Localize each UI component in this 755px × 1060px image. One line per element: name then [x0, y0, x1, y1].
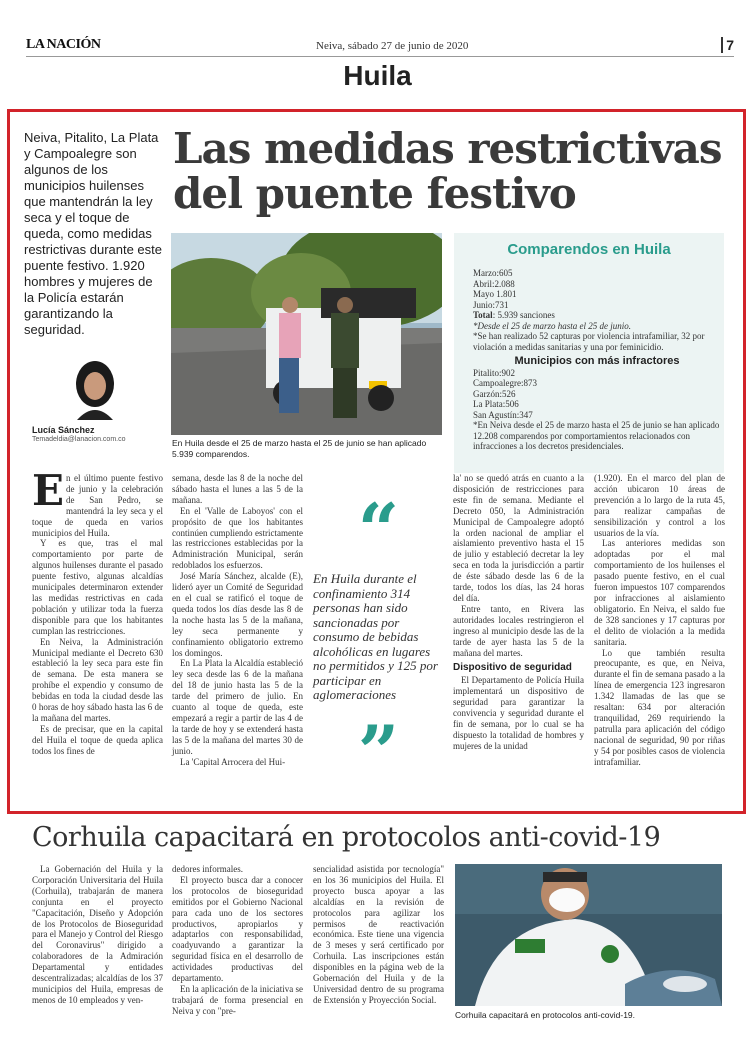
sidebar-body: [473, 268, 721, 452]
town-line: Campoalegre:873: [473, 378, 537, 388]
stat-total: Total: 5.939 sanciones: [473, 310, 555, 320]
open-quote-icon: “: [357, 487, 400, 572]
paragraph: la' no se quedó atrás en cuanto a la disposición de restricciones para este fin de semana. Mediante el Decreto 050, la Administración Municipal de Campoalegre adoptó la orden nacional de ampliar el aislamiento preventivo hasta el 15 de julio y estableció decretar la ley seca en toda la jurisdicción a partir de éste sábado desde las 6 de la tarde, todos los días, las 24 horas del día.: [453, 473, 584, 603]
paragraph: Lo que también resulta preocupante, es que, en Neiva, durante el fin de semana pasado a la línea de emergencia 123 ingresaron 1.342 llamadas de las que se resaltan: 634 por alteración tranquilidad, 269 requiriendo la patrulla para aplicación del código nacional de seguridad, 90 por riñas y 54 por posibles casos de violencia intrafamiliar.: [594, 647, 725, 767]
paragraph: En la aplicación de la iniciativa se trabajará de forma presencial en Neiva y con "pre-: [172, 983, 303, 1016]
issue-date: Neiva, sábado 27 de junio de 2020: [316, 40, 469, 52]
sidebar-title: Comparendos en Huila: [507, 241, 671, 258]
sidebar-subtitle: Municipios con más infractores: [514, 355, 680, 367]
paragraph: sencialidad asistida por tecnología" en los 36 municipios del Huila. El proyecto busca apoyar a las alcaldías en la revisión de protocolos para agilizar los permisos de reactivación económica. Este tiene una vigencia de 3 meses y será certificado por Corhuila. Las inscripciones están disponibles en la página web de la Gobernación del Huila y de la Universidad dentro de su programa de Extensión y Proyección Social.: [313, 864, 444, 1005]
paragraph: Entre tanto, en Rivera las autoridades locales restringieron el ingreso al municipio desde las de la tarde de ayer hasta las 5 de la mañana del martes.: [453, 603, 584, 658]
masthead: [26, 37, 734, 57]
paragraph: En La Plata la Alcaldía estableció ley seca desde las 6 de la mañana del 18 de junio hasta las 5 de la tarde del primero de julio. En cuanto al toque de queda, este empezará a regir a partir de las 4 de la tarde de hoy y se extenderá hasta las 5 de la mañana del martes 30 de junio.: [172, 658, 303, 756]
paragraph: La 'Capital Arrocera del Hui-: [180, 756, 286, 767]
headline: Las medidas restrictivas del puente festivo: [173, 124, 722, 218]
paragraph: (1.920). En el marco del plan de acción ubicaron 10 áreas de prevención a lo largo de la ruta 45, para realizar campañas de sensibilización y control a los usuarios de la vía.: [594, 473, 725, 538]
paragraph: Es de precisar, que en la capital del Huila el toque de queda aplica todos los fines de: [32, 723, 163, 756]
paragraph: José María Sánchez, alcalde (E), lideró ayer un Comité de Seguridad en el cual se ratificó el toque de queda todos los días desde las 8 de la noche hasta las 5 de la mañana, ley seca permanente y confinamiento obligatorio extremo los domingos.: [172, 571, 303, 658]
author-name: Lucía Sánchez: [32, 425, 95, 435]
pull-quote-text: En Huila durante el confinamiento 314 personas han sido sancionadas por consumo de bebidas alcohólicas en lugares no permitidos y 125 por participar en aglomeraciones: [313, 571, 438, 702]
article-column-2: [172, 473, 303, 767]
town-line: La Plata:506: [473, 399, 519, 409]
paragraph: dedores informales.: [172, 864, 243, 874]
stats-sidebar: [454, 233, 724, 473]
police-checkpoint-photo: [171, 233, 442, 435]
stat-note: *Desde el 25 de marzo hasta el 25 de junio.: [473, 320, 631, 331]
paragraph: En el 'Valle de Laboyos' con el propósito de que los habitantes continúen cumpliendo estrictamente las restricciones establecidas por la Administración Municipal, serán redoblados los esfuerzos.: [172, 505, 303, 571]
article-column-3: [453, 473, 584, 752]
stat-line: Abril:2.088: [473, 278, 515, 289]
second-headline: Corhuila capacitará en protocolos anti-covid-19: [32, 822, 661, 853]
town-line: Garzón:526: [473, 388, 516, 399]
paragraph: En Neiva, la Administración Municipal mediante el Decreto 630 estableció la ley seca para este fin de semana. De esta manera se prohíbe el expendio y consumo de bebidas en toda la ciudad desde las 0 horas de hoy sábado hasta las 6 de la mañana del martes.: [32, 636, 163, 723]
town-line: Pitalito:902: [473, 367, 516, 378]
author-photo: [73, 360, 117, 420]
newspaper-logo: LA NACIÓN: [26, 37, 101, 52]
stat-line: Marzo:605: [473, 268, 513, 278]
stat-note: *En Neiva desde el 25 de marzo hasta el 25 de junio se han aplicado 12.208 comparendos por comportamientos relacionados con infracciones a los decretos presidenciales.: [473, 420, 720, 451]
photo-caption: Corhuila capacitará en protocolos anti-covid-19.: [455, 1010, 636, 1020]
paragraph: El proyecto busca dar a conocer los protocolos de bioseguridad emitidos por el Gobierno Nacional para cada uno de los sectores productivos, apropiarlos y adaptarlos con responsabilidad, coadyuvando a garantizar la seguridad física en el desarrollo de actividades productivas del departamento.: [172, 874, 303, 984]
page-number: 7: [721, 37, 734, 53]
article-column-1: En el último puente festivo de junio y la celebración de San Pedro, se mantendrá la ley seca y el toque de queda en varios municipios del Huila. Y es que, tras el mal comportamiento por parte de algunos huilenses durante el pasado puente festivo, algunas alcaldías municipales determinaron extender las medidas restrictivas en cada población y utilizar toda la fuerza disponible para que los habitantes cumplan las restricciones. En Neiva, la Administración Municipal mediante el Decreto 630 estableció la ley seca para este fin de semana. De esta manera se prohíbe el expendio y consumo de bebidas en toda la ciudad desde las 0 horas de hoy sábado hasta las 6 de la mañana del martes. Es de precisar, que en la capital del Huila el toque de queda aplica todos los fines de: [32, 466, 163, 756]
paragraph: El Departamento de Policía Huila implementará un dispositivo de seguridad para garantizar la convivencia y seguridad durante el fin de semana, por lo cual se ha dispuesto la totalidad de hombres y mujeres de la unidad: [453, 675, 584, 751]
paragraph: Y es que, tras el mal comportamiento por parte de algunos huilenses durante el pasado puente festivo, algunas alcaldías municipales determinaron extender las medidas restrictivas en cada población y utilizar toda la fuerza disponible para que los habitantes cumplan las restricciones.: [32, 538, 163, 636]
paragraph: semana, desde las 8 de la noche del sábado hasta el lunes a las 5 de la mañana.: [172, 473, 303, 505]
section-title: Huila: [343, 60, 412, 91]
pull-quote: [311, 487, 446, 794]
stat-line: Mayo 1.801: [473, 289, 517, 299]
story2-column-1: [32, 864, 163, 1006]
photo-caption: En Huila desde el 25 de marzo hasta el 25 de junio se han aplicado 5.939 comparendos.: [172, 438, 427, 459]
stat-note: *Se han realizado 52 capturas por violencia intrafamiliar, 32 por violación a medidas sanitarias y una por feminicidio.: [473, 331, 705, 352]
article-column-4: [594, 473, 725, 767]
stat-line: Junio:731: [473, 299, 509, 310]
close-quote-icon: ”: [357, 709, 400, 794]
town-line: San Agustín:347: [473, 409, 533, 420]
paragraph: Las anteriores medidas son adoptadas por el mal comportamiento de los huilenses el pasado puente festivo, en el cual fueron impuestos 107 comparendos por infracciones al aislamiento obligatorio. En Neiva, el saldo fue de 328 sanciones y 17 capturas por el delito de violación a la medida sanitaria.: [594, 538, 725, 647]
story-intro: Neiva, Pitalito, La Plata y Campoalegre son algunos de los municipios huilenses que mantendrán la ley seca y el toque de queda, como medidas restrictivas durante este puente festivo. 1.920 hombres y mujeres de la Policía estarán garantizando la seguridad.: [24, 130, 163, 337]
subheading: Dispositivo de seguridad: [453, 662, 572, 674]
corhuila-training-photo: [455, 864, 722, 1006]
author-email: Temadeldia@lanacion.com.co: [32, 436, 126, 443]
story2-column-2: [172, 864, 303, 1017]
story2-column-3: [313, 864, 444, 1006]
drop-cap: E: [32, 466, 65, 515]
paragraph: La Gobernación del Huila y la Corporación Universitaria del Huila (Corhuila), trabajarán de manera conjunta en el proyecto "Capacitación, Diseño y Adopción de los Protocolos de Bioseguridad para el Manejo y Control del Riesgo del Coronavirus" dirigido a colaboradores de la Admiración Departamental y entidades descentralizadas; alcaldías de los 37 municipios del Huila, empresas de menos de 10 empleados y ven-: [32, 864, 163, 1005]
